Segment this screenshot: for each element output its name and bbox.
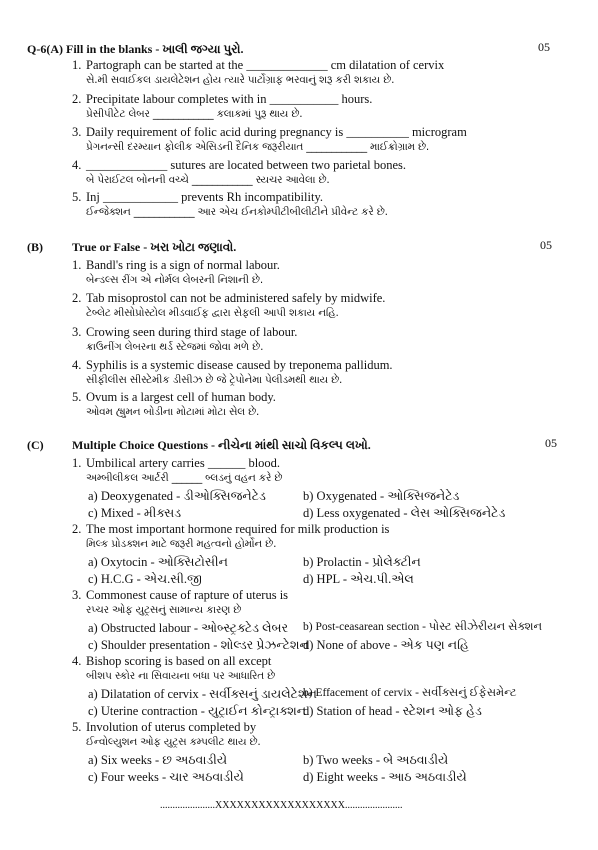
option-a: a) Six weeks - છ અઠવાડીયે	[88, 753, 228, 767]
option-a: a) Dilatation of cervix - સર્વીક્સનું ડાયલેટેશન	[88, 687, 317, 701]
question-number: 5.	[72, 720, 82, 734]
question-number: 2.	[72, 291, 82, 305]
question-gujarati: ઓવમ હ્યુમન બોડીના મોટામાં મોટા સેલ છે.	[86, 406, 260, 418]
question-gujarati: પ્રેસીપીટેટ લેબર ____________ કલાકમાં પુરૂ થાય છે.	[86, 108, 303, 120]
question-number: 2.	[72, 92, 82, 106]
question-text: Syphilis is a systemic disease caused by treponema pallidum.	[86, 358, 393, 372]
question-gujarati: ક્રાઉનીંગ લેબરના થર્ડ સ્ટેજમાં જોવા મળે છે.	[86, 341, 264, 353]
end-separator: ......................XXXXXXXXXXXXXXXXXX.......................	[160, 800, 403, 811]
question-number: 2.	[72, 522, 82, 536]
question-gujarati: મિલ્ક પ્રોડક્શન માટે જરૂરી મહત્વનો હોર્મોન છે.	[86, 538, 277, 550]
section-b-title: True or False - ખરા ખોટા જણાવો.	[72, 240, 237, 254]
question-text: The most important hormone required for milk production is	[86, 522, 390, 536]
question-number: 5.	[72, 190, 82, 204]
question-gujarati: અમ્બીલીકલ આર્ટરી ______ બ્લડનું વહન કરે છે	[86, 472, 283, 484]
question-text: Umbilical artery carries ______ blood.	[86, 456, 281, 470]
option-b: b) Post-ceasarean section - પોસ્ટ સીઝેરીયન સેક્શન	[303, 621, 543, 633]
option-c: c) H.C.G - એચ.સી.જી	[88, 572, 202, 586]
question-text: Daily requirement of folic acid during pregnancy is __________ microgram	[86, 125, 467, 139]
option-b: b) Two weeks - બે અઠવાડીયે	[303, 753, 449, 767]
section-c-marks: 05	[545, 436, 557, 450]
question-gujarati: બે પેરાઈટલ બોનની વચ્ચે ____________ સ્યચર આવેલા છે.	[86, 174, 330, 186]
section-a-marks: 05	[538, 40, 550, 54]
option-a: a) Oxytocin - ઓક્સિટોસીન	[88, 555, 228, 569]
question-number: 4.	[72, 654, 82, 668]
question-text: Precipitate labour completes with in ___________ hours.	[86, 92, 373, 106]
option-c: c) Shoulder presentation - શોલ્ડર પ્રેઝન્ટેશન	[88, 638, 309, 652]
option-d: d) Eight weeks - આઠ અઠવાડીયે	[303, 770, 467, 784]
question-number: 4.	[72, 158, 82, 172]
question-text: Ovum is a largest cell of human body.	[86, 390, 276, 404]
question-gujarati: બેન્ડલ્સ રીંગ એ નોર્મલ લેબરની નિશાની છે.	[86, 274, 263, 286]
option-a: a) Obstructed labour - ઓબ્સ્ટ્રક્ટેડ લેબર	[88, 621, 289, 635]
option-d: d) Station of head - સ્ટેશન ઓફ હેડ	[303, 704, 482, 718]
question-number: 1.	[72, 258, 82, 272]
question-gujarati: ઈન્વોલ્યુશન ઓફ યુટ્રસ કમ્પલીટ થાય છે.	[86, 736, 261, 748]
question-gujarati: ઈન્જેક્શન ____________ આર એચ ઈનકોમ્પીટીબીલીટીને પ્રીવેન્ટ કરે છે.	[86, 206, 388, 218]
section-a-heading: Q-6(A) Fill in the blanks - ખાલી જગ્યા પુરો.	[27, 42, 244, 56]
question-text: Inj ____________ prevents Rh incompatibility.	[86, 190, 324, 204]
question-text: Bandl's ring is a sign of normal labour.	[86, 258, 280, 272]
question-number: 1.	[72, 456, 82, 470]
option-b: b) Prolactin - પ્રોલેક્ટીન	[303, 555, 421, 569]
question-gujarati: રપ્ચર ઓફ યુટ્રસનું સામાન્ય કારણ છે	[86, 604, 242, 616]
section-b-marks: 05	[540, 238, 552, 252]
question-text: Partograph can be started at the _____________ cm dilatation of cervix	[86, 58, 445, 72]
question-number: 3.	[72, 125, 82, 139]
option-b: b) Oxygenated - ઓક્સિજનેટેડ	[303, 489, 460, 503]
option-b: b) Effacement of cervix - સર્વીક્સનું ઈફેસમેન્ટ	[303, 687, 517, 699]
question-number: 4.	[72, 358, 82, 372]
question-number: 3.	[72, 588, 82, 602]
question-gujarati: સીફીલીસ સીસ્ટેમીક ડીસીઝ છે જે ટ્રેપોનેમા પેલીડમથી થાય છે.	[86, 374, 343, 386]
question-gujarati: બીશપ સ્કોર ના સિવાયના બધા પર આધારિત છે	[86, 670, 276, 682]
section-b-label: (B)	[27, 240, 43, 254]
question-text: Bishop scoring is based on all except	[86, 654, 272, 668]
question-number: 5.	[72, 390, 82, 404]
option-d: d) Less oxygenated - લેસ ઓક્સિજનેટેડ	[303, 506, 506, 520]
question-text: Tab misoprostol can not be administered safely by midwife.	[86, 291, 386, 305]
section-c-title: Multiple Choice Questions - નીચેના માંથી સાચો વિકલ્પ લખો.	[72, 438, 371, 452]
option-a: a) Deoxygenated - ડીઓક્સિજનેટેડ	[88, 489, 266, 503]
option-d: d) None of above - એક પણ નહિ	[303, 638, 469, 652]
question-gujarati: ટેબ્લેટ મીસોપ્રોસ્ટોલ મીડવાઈફ દ્વારા સેફલી આપી શકાય નહિ.	[86, 307, 339, 319]
question-number: 3.	[72, 325, 82, 339]
question-text: Involution of uterus completed by	[86, 720, 257, 734]
option-d: d) HPL - એચ.પી.એલ	[303, 572, 414, 586]
question-text: _____________ sutures are located between two parietal bones.	[86, 158, 407, 172]
question-gujarati: સે.મી સવાઈકલ ડાયલેટેશન હોય ત્યારે પાર્ટોગ્રાફ ભરવાનું શરૂ કરી શકાય છે.	[86, 74, 395, 86]
question-text: Crowing seen during third stage of labour.	[86, 325, 298, 339]
option-c: c) Mixed - મીક્સડ	[88, 506, 182, 520]
section-c-label: (C)	[27, 438, 44, 452]
question-gujarati: પ્રેગનન્સી દરમ્યાન ફોલીક એસિડની દૈનિક જરૂરીયાત ____________ માઈક્રોગ્રામ છે.	[86, 141, 429, 153]
question-number: 1.	[72, 58, 82, 72]
option-c: c) Four weeks - ચાર અઠવાડીયે	[88, 770, 244, 784]
question-text: Commonest cause of rapture of uterus is	[86, 588, 289, 602]
option-c: c) Uterine contraction - યુટ્રાઈન કોન્ટ્રાક્શન	[88, 704, 307, 718]
